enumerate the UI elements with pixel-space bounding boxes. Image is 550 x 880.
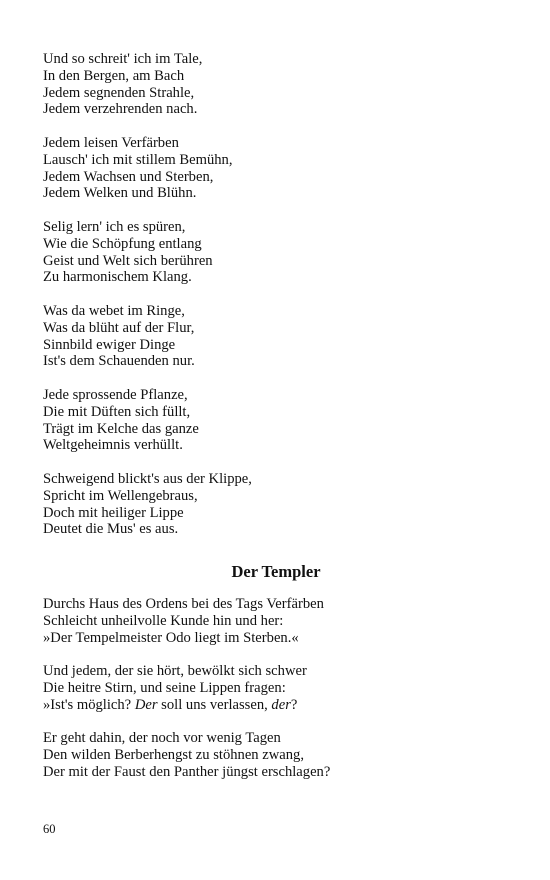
poem-line: Die mit Düften sich füllt, bbox=[43, 403, 191, 420]
poem-line: Spricht im Wellengebraus, bbox=[43, 487, 198, 504]
text-segment: ? bbox=[290, 696, 298, 713]
poem-line: Wie die Schöpfung entlang bbox=[43, 235, 202, 252]
poem-title: Der Templer bbox=[231, 562, 321, 582]
poem-line: Jedem Wachsen und Sterben, bbox=[43, 168, 214, 185]
poem-line: Weltgeheimnis verhüllt. bbox=[43, 437, 183, 454]
poem-line-mixed bbox=[43, 697, 513, 714]
emphasis-text: Der bbox=[134, 696, 158, 713]
poem-line: Sinnbild ewiger Dinge bbox=[43, 336, 176, 353]
stanza-6 bbox=[43, 471, 513, 538]
emphasis-text: der bbox=[271, 696, 291, 713]
poem-line: Trägt im Kelche das ganze bbox=[43, 420, 199, 437]
poem-line: Den wilden Berberhengst zu stöhnen zwang, bbox=[43, 747, 304, 764]
poem-line: In den Bergen, am Bach bbox=[43, 67, 185, 84]
text-segment: »Ist's möglich? bbox=[43, 696, 135, 713]
poem-line: Selig lern' ich es spüren, bbox=[43, 218, 186, 235]
poem-line: Der mit der Faust den Panther jüngst erschlagen? bbox=[43, 764, 331, 781]
stanza-2 bbox=[43, 135, 513, 202]
poem-line: Die heitre Stirn, und seine Lippen fragen: bbox=[43, 680, 286, 697]
poem-line: Schleicht unheilvolle Kunde hin und her: bbox=[43, 612, 284, 629]
poem-line: Schweigend blickt's aus der Klippe, bbox=[43, 470, 252, 487]
poem-line: Und so schreit' ich im Tale, bbox=[43, 51, 203, 67]
poem-line: Doch mit heiliger Lippe bbox=[43, 504, 184, 521]
poem-line: Deutet die Mus' es aus. bbox=[43, 521, 179, 538]
templer-stanza-2 bbox=[43, 663, 513, 713]
templer-stanza-3 bbox=[43, 730, 513, 780]
stanza-4 bbox=[43, 303, 513, 370]
poem-line: Jedem verzehrenden nach. bbox=[43, 101, 198, 118]
poem-line: Er geht dahin, der noch vor wenig Tagen bbox=[43, 730, 281, 747]
poem-line: Ist's dem Schauenden nur. bbox=[43, 353, 195, 370]
templer-stanza-1 bbox=[43, 596, 513, 646]
poem-line: Jedem leisen Verfärben bbox=[43, 134, 179, 151]
poem-line: Jedem Welken und Blühn. bbox=[43, 185, 197, 202]
poem-line: Lausch' ich mit stillem Bemühn, bbox=[43, 151, 233, 168]
poem-line: Geist und Welt sich berühren bbox=[43, 252, 213, 269]
poem-line: Was da blüht auf der Flur, bbox=[43, 319, 195, 336]
poem-line: Und jedem, der sie hört, bewölkt sich schwer bbox=[43, 663, 307, 680]
poem-line: Jedem segnenden Strahle, bbox=[43, 84, 195, 101]
poem-line: Was da webet im Ringe, bbox=[43, 302, 185, 319]
text-segment: soll uns verlassen, bbox=[157, 696, 272, 713]
poem-line: Zu harmonischem Klang. bbox=[43, 269, 192, 286]
poem-text bbox=[43, 51, 513, 798]
poem-line: Jede sprossende Pflanze, bbox=[43, 386, 188, 403]
stanza-3 bbox=[43, 219, 513, 286]
stanza-5 bbox=[43, 387, 513, 454]
poem-line: »Der Tempelmeister Odo liegt im Sterben.« bbox=[43, 629, 299, 646]
stanza-1 bbox=[43, 51, 513, 118]
page-number: 60 bbox=[43, 822, 56, 836]
poem-line: Durchs Haus des Ordens bei des Tags Verfärben bbox=[43, 596, 324, 613]
